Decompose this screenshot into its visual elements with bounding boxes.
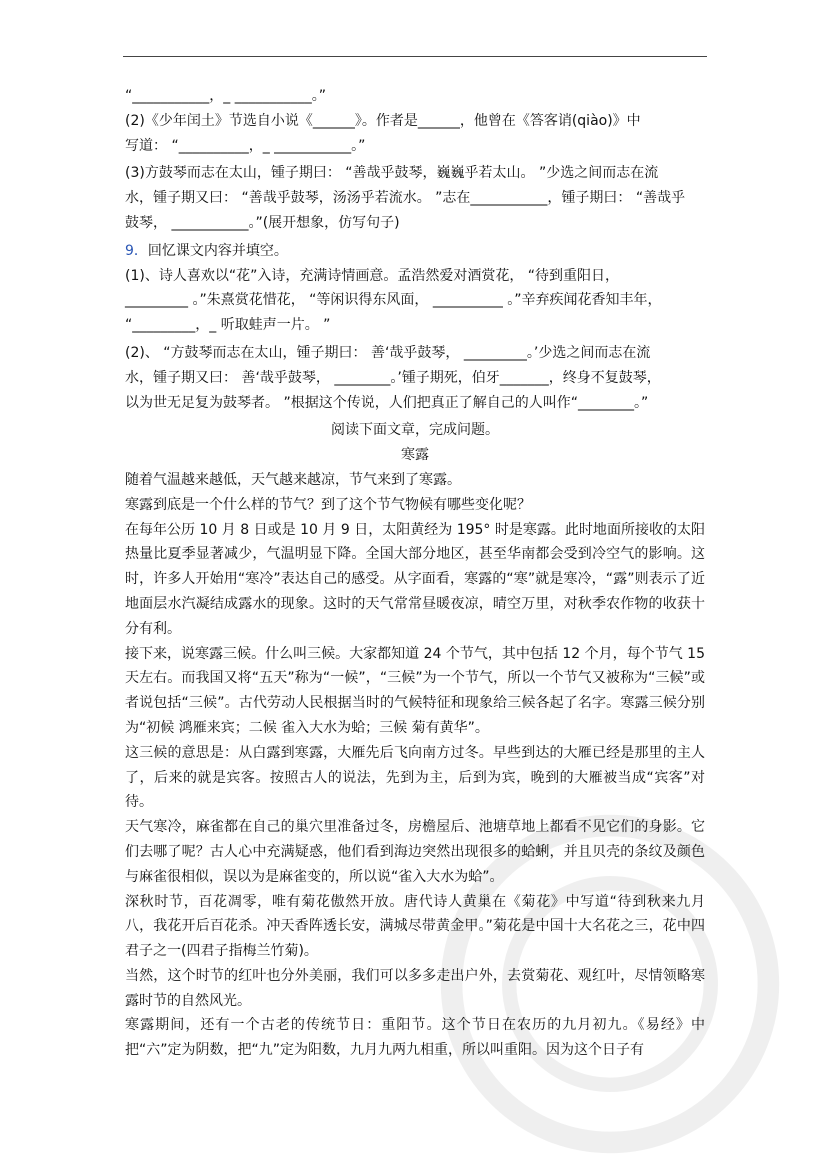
reading-paragraph: 随着气温越来越低，天气越来越凉，节气来到了寒露。 [125, 471, 461, 488]
q8-line-a: “___________，_ ___________。” [125, 88, 326, 104]
reading-paragraph: 这三候的意思是：从白露到寒露，大雁先后飞向南方过冬。早些到达的大雁已经是那里的主人了，后来的就是宾客。按照古人的说法，先到为主，后到为宾，晚到的大雁被当成“宾客”对待。 [125, 744, 705, 811]
header-rule [123, 56, 707, 57]
q9-part2-line-b: 水，锺子期又曰： 善‘哉乎鼓琴， ________。’锺子期死，伯牙_______，终身不复鼓琴， [125, 369, 661, 386]
q9-number: 9． [125, 242, 148, 259]
reading-title: 寒露 [401, 447, 429, 464]
reading-paragraph: 接下来，说寒露三候。什么叫三候。大家都知道 24 个节气，其中包括 12 个月，每个节气 15 天左右。而我国又将“五天”称为“一候”，“三候”为一个节气，所以一个节气又被称为“三候”或者说包括“三候”。古代劳动人民根据当时的气候特征和现象给三候各起了名字。寒露三候分别为“初候 鸿雁来宾；二候 雀入大水为蛤；三候 菊有黄华”。 [125, 645, 705, 736]
document-body [125, 84, 705, 1063]
q9-part1-line-b: _________ 。”朱熹赏花惜花， “等闲识得东风面， __________ 。”辛弃疾闻花香知丰年， [125, 292, 662, 309]
q8-part2-line-b: 写道： “__________，_ ___________。” [125, 137, 366, 154]
q9-part1-line-a: (1)、诗人喜欢以“花”入诗，充满诗情画意。孟浩然爱对酒赏花， “待到重阳日， [125, 267, 620, 284]
reading-instruction: 阅读下面文章，完成问题。 [331, 422, 499, 439]
q8-part3-line-a: (3)方鼓琴而志在太山，锺子期曰： “善哉乎鼓琴，巍巍乎若太山。 ”少选之间而志在流 [125, 165, 659, 182]
q8-part3-line-c: 鼓琴， ___________。”(展开想象，仿写句子) [125, 214, 400, 231]
q9-title: 回忆课文内容并填空。 [147, 242, 288, 259]
reading-paragraph: 在每年公历 10 月 8 日或是 10 月 9 日，太阳黄经为 195° 时是寒露。此时地面所接收的太阳热量比夏季显著减少，气温明显下降。全国大部分地区，甚至华南都会受到冷空气的影响。这时，许多人开始用“寒冷”表达自己的感受。从字面看，寒露的“寒”就是寒冷，“露”则表示了近地面层水汽凝结成露水的现象。这时的天气常常昼暖夜凉，晴空万里，对秋季农作物的收获十分有利。 [125, 521, 705, 637]
reading-paragraph: 寒露到底是一个什么样的节气？到了这个节气物候有哪些变化呢？ [125, 496, 531, 513]
q9-part2-line-c: 以为世无足复为鼓琴者。 ”根据这个传说，人们把真正了解自己的人叫作“________。” [125, 394, 649, 411]
q8-part3-line-b: 水，锺子期又曰： “善哉乎鼓琴，汤汤乎若流水。 ”志在___________，锺子期曰： “善哉乎 [125, 190, 686, 207]
reading-paragraph: 深秋时节，百花凋零，唯有菊花傲然开放。唐代诗人黄巢在《菊花》中写道“待到秋来九月八，我花开后百花杀。冲天香阵透长安，满城尽带黄金甲。”菊花是中国十大名花之三，花中四君子之一(四君子指梅兰竹菊)。 [125, 893, 705, 960]
q9-part2-line-a: (2)、 “方鼓琴而志在太山，锺子期曰： 善‘哉乎鼓琴， _________。’少选之间而志在流 [125, 344, 651, 361]
q9-heading [125, 239, 705, 264]
reading-paragraph: 寒露期间，还有一个古老的传统节日：重阳节。这个节日在农历的九月初九。《易经》中把“六”定为阴数，把“九”定为阳数，九月九两九相重，所以叫重阳。因为这个日子有 [125, 1017, 705, 1059]
q9-part1-line-c: “_________，_ 听取蛙声一片。 ” [125, 317, 331, 334]
reading-paragraph: 天气寒冷，麻雀都在自己的巢穴里准备过冬，房檐屋后、池塘草地上都看不见它们的身影。它们去哪了呢？古人心中充满疑惑，他们看到海边突然出现很多的蛤蜊，并且贝壳的条纹及颜色与麻雀很相似，误以为是麻雀变的，所以说“雀入大水为蛤”。 [125, 819, 705, 885]
q8-part2-line-a: (2)《少年闰土》节选自小说《______》。作者是______，他曾在《答客诮(qiào)》中 [125, 112, 641, 129]
reading-paragraph: 当然，这个时节的红叶也分外美丽，我们可以多多走出户外，去赏菊花、观红叶，尽情领略寒露时节的自然风光。 [125, 967, 705, 1009]
